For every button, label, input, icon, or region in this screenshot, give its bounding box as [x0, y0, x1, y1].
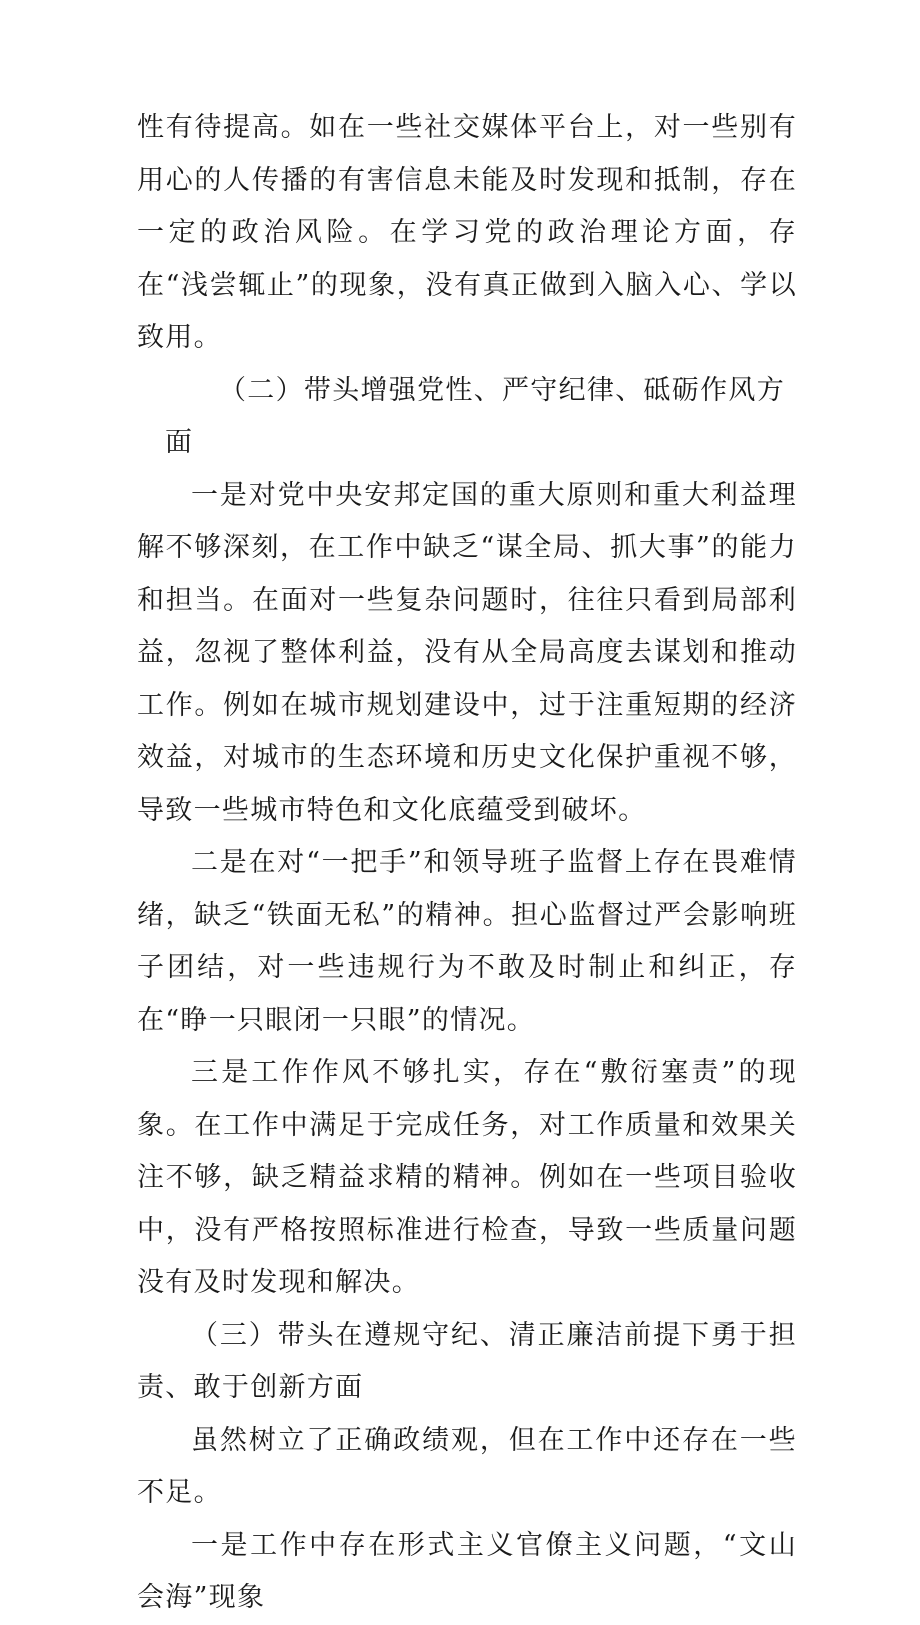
paragraph-point-three: 三是工作作风不够扎实，存在“敷衍塞责”的现象。在工作中满足于完成任务，对工作质量和效果关注不够，缺乏精益求精的精神。例如在一些项目验收中，没有严格按照标准进行检查，导致一些质量问题没有及时发现和解决。 — [137, 1057, 797, 1298]
paragraph-point-two: 二是在对“一把手”和领导班子监督上存在畏难情绪，缺乏“铁面无私”的精神。担心监督过严会影响班子团结，对一些违规行为不敢及时制止和纠正，存在“睁一只眼闭一只眼”的情况。 — [137, 847, 797, 1036]
paragraph-point-one: 一是对党中央安邦定国的重大原则和重大利益理解不够深刻，在工作中缺乏“谋全局、抓大事”的能力和担当。在面对一些复杂问题时，往往只看到局部利益，忽视了整体利益，没有从全局高度去谋划和推动工作。例如在城市规划建设中，过于注重短期的经济效益，对城市的生态环境和历史文化保护重视不够，导致一些城市特色和文化底蕴受到破坏。 — [137, 479, 797, 826]
paragraph-point-one-b: 一是工作中存在形式主义官僚主义问题，“文山会海”现象 — [137, 1529, 797, 1613]
section-heading-two: （二）带头增强党性、严守纪律、砥砺作风方面 — [165, 374, 785, 458]
paragraph-intro: 虽然树立了正确政绩观，但在工作中还存在一些不足。 — [137, 1424, 797, 1508]
paragraph-continuation: 性有待提高。如在一些社交媒体平台上，对一些别有用心的人传播的有害信息未能及时发现和抵制，存在一定的政治风险。在学习党的政治理论方面，存在“浅尝辄止”的现象，没有真正做到入脑入心、学以致用。 — [137, 112, 797, 353]
document-body — [137, 102, 797, 1625]
section-heading-three: （三）带头在遵规守纪、清正廉洁前提下勇于担责、敢于创新方面 — [137, 1319, 797, 1403]
